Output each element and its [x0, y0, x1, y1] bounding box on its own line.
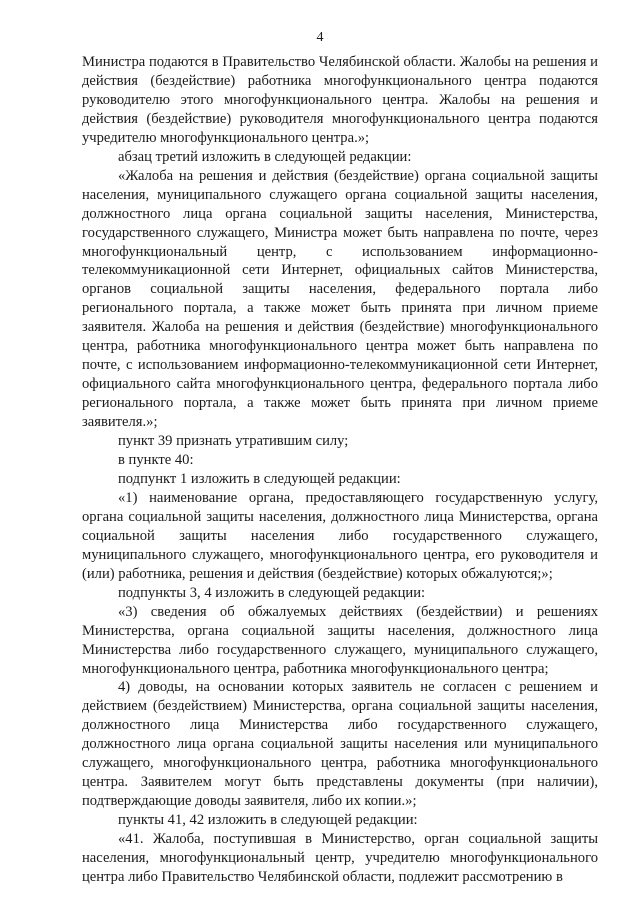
document-paragraph: «Жалоба на решения и действия (бездействие) органа социальной защиты населения, муниципального служащего органа социальной защиты населения, должностного лица органа социальной защиты населения, Министерства, государственного служащего, Министра может быть направлена по почте, через многофункциональный центр, с использованием информационно-телекоммуникационной сети Интернет, официальных сайтов Министерства, органов социальной защиты населения, федерального портала либо регионального портала, а также может быть принята при личном приеме заявителя. Жалоба на решения и действия (бездействие) многофункционального центра, работника многофункционального центра может быть направлена по почте, с использованием информационно-телекоммуникационной сети Интернет, официального сайта многофункционального центра, федерального портала либо регионального портала, а также может быть принята при личном приеме заявителя.»;: [82, 167, 598, 431]
document-body: [82, 53, 598, 887]
document-paragraph: «1) наименование органа, предоставляющего государственную услугу, органа социальной защиты населения, должностного лица Министерства, органа социальной защиты населения либо государственного служащего, муниципального служащего, многофункционального центра, его руководителя и (или) работника, решения и действия (бездействие) которых обжалуются;»;: [82, 489, 598, 582]
document-paragraph: подпункты 3, 4 изложить в следующей редакции:: [118, 584, 426, 601]
document-paragraph: «41. Жалоба, поступившая в Министерство, орган социальной защиты населения, многофункциональный центр, учредителю многофункционального центра либо Правительство Челябинской области, подлежит рассмотрению в: [82, 831, 598, 885]
document-paragraph: Министра подаются в Правительство Челябинской области. Жалобы на решения и действия (бездействие) работника многофункционального центра подаются руководителю этого многофункционального центра. Жалобы на решения и действия (бездействие) руководителя многофункционального центра подаются учредителю многофункционального центра.»;: [82, 54, 598, 146]
page-number: 4: [316, 30, 324, 45]
document-paragraph: 4) доводы, на основании которых заявитель не согласен с решением и действием (бездействием) Министерства, органа социальной защиты населения, должностного лица Министерства либо государственного служащего, должностного лица органа социальной защиты населения или муниципального служащего, многофункционального центра, работника многофункционального центра. Заявителем могут быть представлены документы (при наличии), подтверждающие доводы заявителя, либо их копии.»;: [82, 679, 598, 810]
document-paragraph: в пункте 40:: [118, 452, 194, 469]
document-paragraph: подпункт 1 изложить в следующей редакции:: [118, 470, 401, 487]
document-paragraph: «3) сведения об обжалуемых действиях (бездействии) и решениях Министерства, органа социальной защиты населения, должностного лица Министерства либо государственного служащего, муниципального служащего, многофункционального центра, работника многофункционального центра;: [82, 603, 598, 677]
document-paragraph: пункт 39 признать утратившим силу;: [118, 433, 349, 450]
document-paragraph: пункты 41, 42 изложить в следующей редакции:: [118, 812, 418, 829]
document-paragraph: абзац третий изложить в следующей редакции:: [118, 148, 412, 165]
